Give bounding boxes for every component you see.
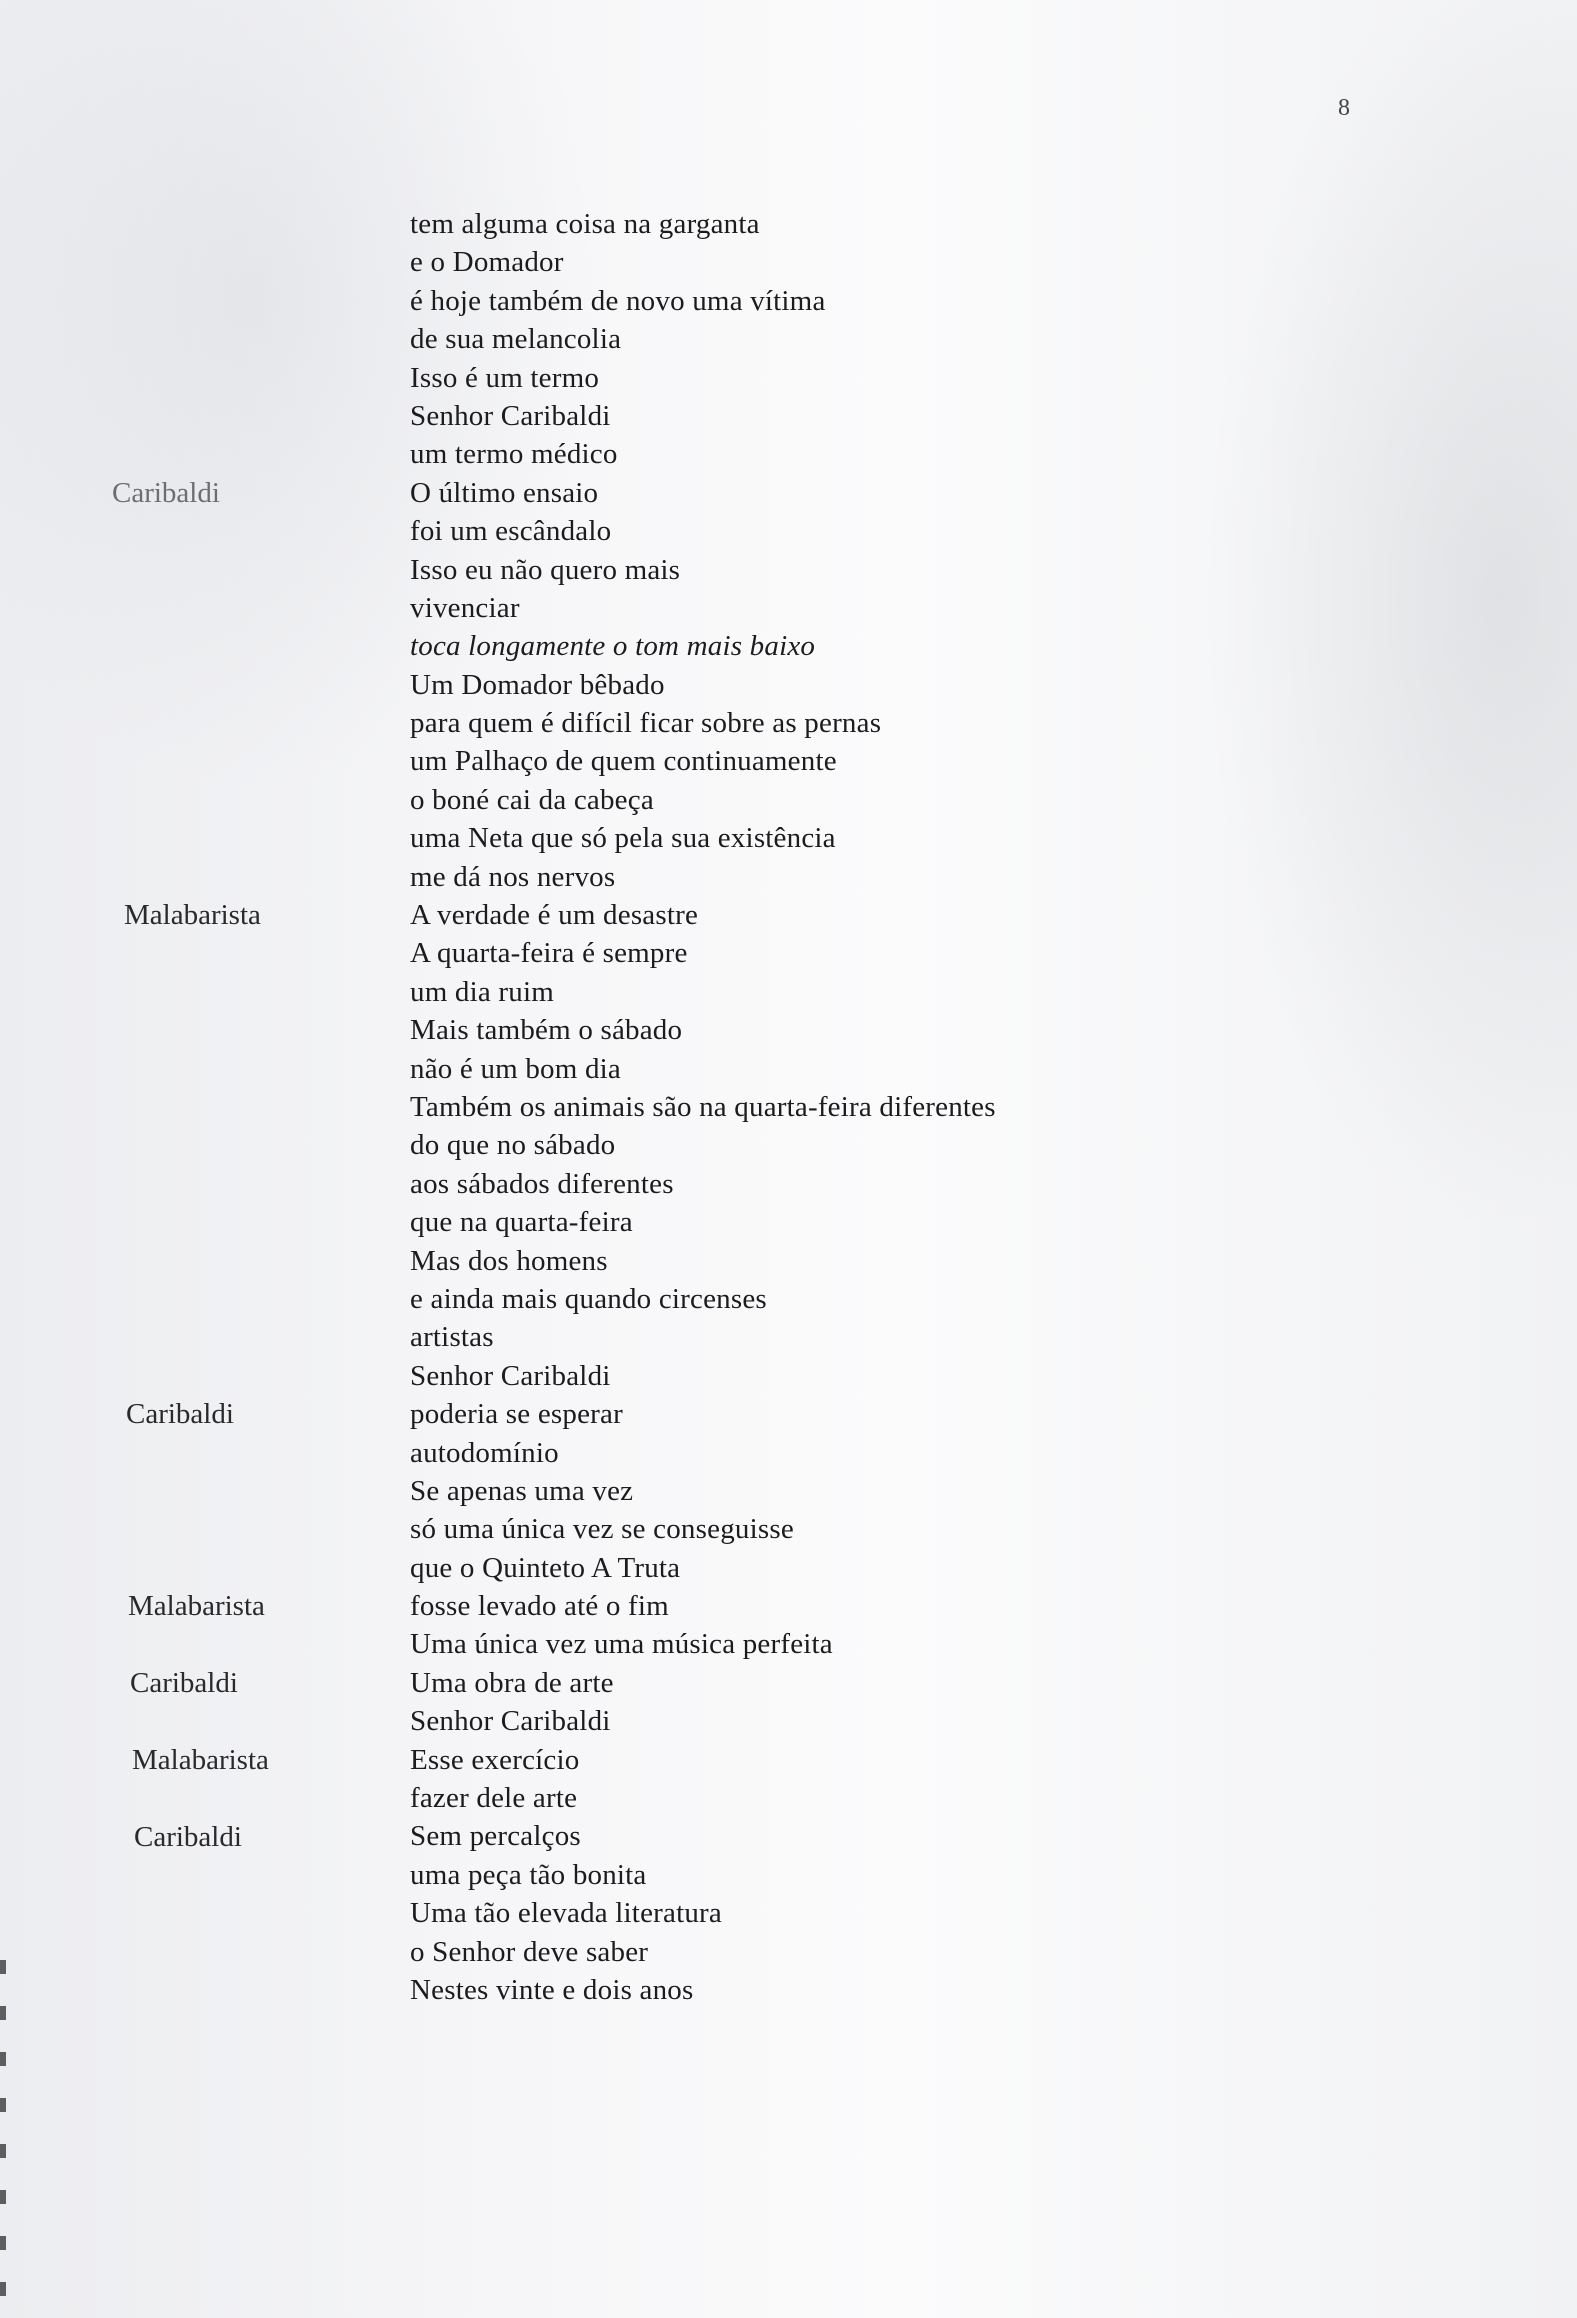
dialogue-line: uma Neta que só pela sua existência <box>410 822 836 855</box>
dialogue-line: Uma tão elevada literatura <box>410 1897 722 1930</box>
dialogue-line: A quarta-feira é sempre <box>410 937 688 970</box>
dialogue-lines <box>410 205 1510 2009</box>
speaker-label: Caribaldi <box>126 1398 234 1431</box>
dialogue-line: o Senhor deve saber <box>410 1935 649 1968</box>
dialogue-line: Também os animais são na quarta-feira diferentes <box>410 1090 996 1123</box>
dialogue-line: do que no sábado <box>410 1129 616 1162</box>
dialogue-line: só uma única vez se conseguisse <box>410 1513 794 1546</box>
dialogue-line: Um Domador bêbado <box>410 668 665 701</box>
speaker-label: Malabarista <box>124 899 261 932</box>
dialogue-line: artistas <box>410 1321 494 1354</box>
dialogue-line: foi um escândalo <box>410 515 612 548</box>
dialogue-line: tem alguma coisa na garganta <box>410 208 760 240</box>
dialogue-line: um Palhaço de quem continuamente <box>410 745 837 778</box>
dialogue-line: Mais também o sábado <box>410 1014 683 1047</box>
dialogue-line: que na quarta-feira <box>410 1206 633 1239</box>
dialogue-line: Isso é um termo <box>410 361 600 394</box>
dialogue-line: Senhor Caribaldi <box>410 1359 611 1392</box>
dialogue-line: Mas dos homens <box>410 1244 608 1277</box>
dialogue-line: não é um bom dia <box>410 1052 621 1085</box>
dialogue-line: é hoje também de novo uma vítima <box>410 284 826 317</box>
speaker-label: Caribaldi <box>130 1667 238 1700</box>
speaker-label: Caribaldi <box>134 1820 242 1853</box>
speaker-label: Malabarista <box>132 1744 269 1776</box>
dialogue-line: autodomínio <box>410 1436 559 1469</box>
speaker-label: Caribaldi <box>112 476 220 509</box>
dialogue-line: aos sábados diferentes <box>410 1167 674 1200</box>
dialogue-line: uma peça tão bonita <box>410 1858 647 1891</box>
dialogue-line: o boné cai da cabeça <box>410 783 654 816</box>
dialogue-line: para quem é difícil ficar sobre as pernas <box>410 707 882 740</box>
dialogue-line: um dia ruim <box>410 975 554 1008</box>
page-number: 8 <box>1338 95 1350 121</box>
dialogue-line: A verdade é um desastre <box>410 899 699 932</box>
binding-edge <box>0 1960 6 2318</box>
dialogue-line: Se apenas uma vez <box>410 1474 634 1507</box>
dialogue-line: um termo médico <box>410 438 618 471</box>
speaker-label: Malabarista <box>128 1590 265 1623</box>
dialogue-line: me dá nos nervos <box>410 860 616 893</box>
dialogue-line: poderia se esperar <box>410 1398 623 1431</box>
dialogue-line: Senhor Caribaldi <box>410 399 611 432</box>
dialogue-line: vivenciar <box>410 591 520 624</box>
dialogue-line: e o Domador <box>410 246 564 279</box>
dialogue-line: Senhor Caribaldi <box>410 1705 611 1738</box>
dialogue-line: fazer dele arte <box>410 1782 578 1815</box>
dialogue-line: Nestes vinte e dois anos <box>410 1973 694 2006</box>
dialogue-line: fosse levado até o fim <box>410 1590 669 1623</box>
dialogue-line: Esse exercício <box>410 1743 580 1776</box>
dialogue-line: Uma única vez uma música perfeita <box>410 1628 833 1661</box>
dialogue-line: Sem percalços <box>410 1820 581 1853</box>
dialogue-line: de sua melancolia <box>410 323 622 356</box>
dialogue-line: O último ensaio <box>410 476 599 509</box>
dialogue-line: Uma obra de arte <box>410 1666 614 1699</box>
dialogue-line: que o Quinteto A Truta <box>410 1551 681 1584</box>
dialogue-line: Isso eu não quero mais <box>410 553 681 586</box>
stage-direction: toca longamente o tom mais baixo <box>410 630 816 663</box>
dialogue-line: e ainda mais quando circenses <box>410 1282 767 1315</box>
